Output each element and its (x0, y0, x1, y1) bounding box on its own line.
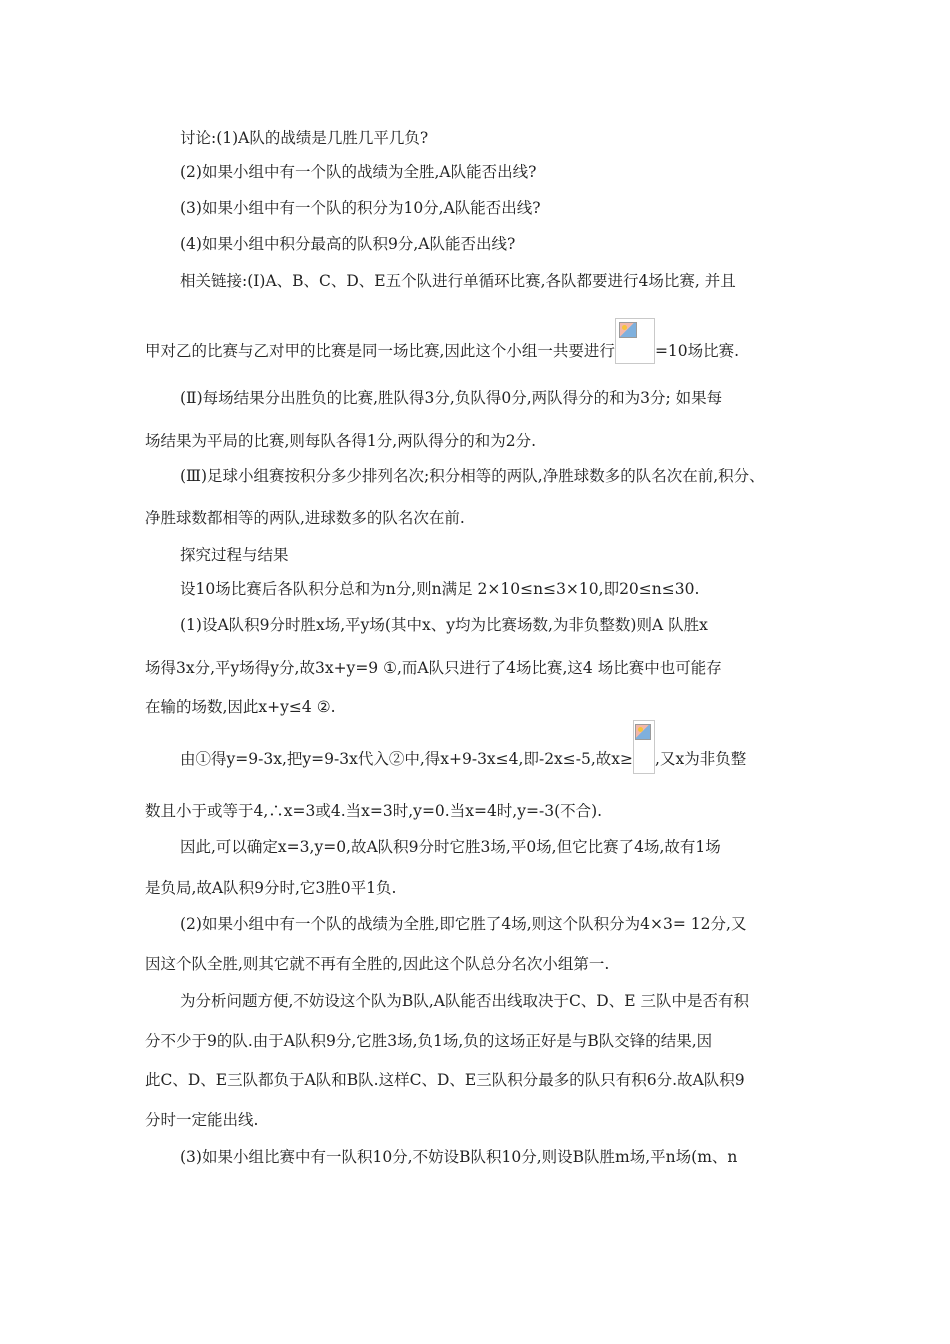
discussion-q3: (3)如果小组中有一个队的积分为10分,A队能否出线? (180, 199, 541, 217)
related-link-3-line1: (Ⅲ)足球小组赛按积分多少排列名次;积分相等的两队,净胜球数多的队名次在前,积分、 (180, 467, 765, 485)
paragraph-1-line2: 场得3x分,平y场得y分,故3x+y=9 ①,而A队只进行了4场比赛,这4 场比赛中也可能存 (145, 659, 722, 677)
discussion-q2: (2)如果小组中有一个队的战绩为全胜,A队能否出线? (180, 163, 537, 181)
related-link-2-line1: (Ⅱ)每场结果分出胜负的比赛,胜队得3分,负队得0分,两队得分的和为3分; 如果每 (180, 389, 723, 407)
paragraph-derivation-line1 (180, 746, 746, 774)
fraction-image-icon (633, 720, 655, 774)
paragraph-conclusion-line2: 是负局,故A队积9分时,它3胜0平1负. (145, 879, 397, 897)
paragraph-1-line1: (1)设A队积9分时胜x场,平y场(其中x、y均为比赛场数,为非负整数)则A 队胜x (180, 616, 708, 634)
discussion-q4: (4)如果小组中积分最高的队积9分,A队能否出线? (180, 235, 516, 253)
formula-image-icon (615, 318, 655, 364)
paragraph-2-line1: (2)如果小组中有一个队的战绩为全胜,即它胜了4场,则这个队积分为4×3= 12分,又 (180, 915, 747, 933)
discussion-q1: 讨论:(1)A队的战绩是几胜几平几负? (180, 129, 429, 147)
paragraph-analysis-line1: 为分析问题方便,不妨设这个队为B队,A队能否出线取决于C、D、E 三队中是否有积 (180, 992, 749, 1010)
paragraph-derivation-line2: 数且小于或等于4,∴x=3或4.当x=3时,y=0.当x=4时,y=-3(不合). (145, 802, 603, 820)
paragraph-analysis-line2: 分不少于9的队.由于A队积9分,它胜3场,负1场,负的这场正好是与B队交锋的结果,因 (145, 1032, 713, 1050)
related-link-1-text: 甲对乙的比赛与乙对甲的比赛是同一场比赛,因此这个小组一共要进行 (145, 342, 615, 360)
related-link-1-result: =10场比赛. (654, 342, 740, 360)
paragraph-1-line3: 在输的场数,因此x+y≤4 ②. (145, 698, 336, 716)
related-link-3-line2: 净胜球数都相等的两队,进球数多的队名次在前. (145, 509, 465, 527)
paragraph-sum: 设10场比赛后各队积分总和为n分,则n满足 2×10≤n≤3×10,即20≤n≤30. (180, 580, 700, 598)
derivation-text: 由①得y=9-3x,把y=9-3x代入②中,得x+9-3x≤4,即-2x≤-5,故x≥ (180, 750, 634, 768)
paragraph-analysis-line4: 分时一定能出线. (145, 1111, 259, 1129)
related-link-1-line1: 相关链接:(Ⅰ)A、B、C、D、E五个队进行单循环比赛,各队都要进行4场比赛, 并且 (180, 272, 736, 290)
related-link-2-line2: 场结果为平局的比赛,则每队各得1分,两队得分的和为2分. (145, 432, 537, 450)
derivation-text-cont: ,又x为非负整 (655, 750, 747, 768)
paragraph-conclusion-line1: 因此,可以确定x=3,y=0,故A队积9分时它胜3场,平0场,但它比赛了4场,故有1场 (180, 838, 721, 856)
paragraph-2-line2: 因这个队全胜,则其它就不再有全胜的,因此这个队总分名次小组第一. (145, 955, 610, 973)
paragraph-analysis-line3: 此C、D、E三队都负于A队和B队.这样C、D、E三队积分最多的队只有积6分.故A队积9 (145, 1071, 745, 1089)
section-heading: 探究过程与结果 (180, 546, 289, 564)
related-link-1-line2 (145, 340, 739, 364)
paragraph-3-line1: (3)如果小组比赛中有一队积10分,不妨设B队积10分,则设B队胜m场,平n场(m、n (180, 1148, 738, 1166)
